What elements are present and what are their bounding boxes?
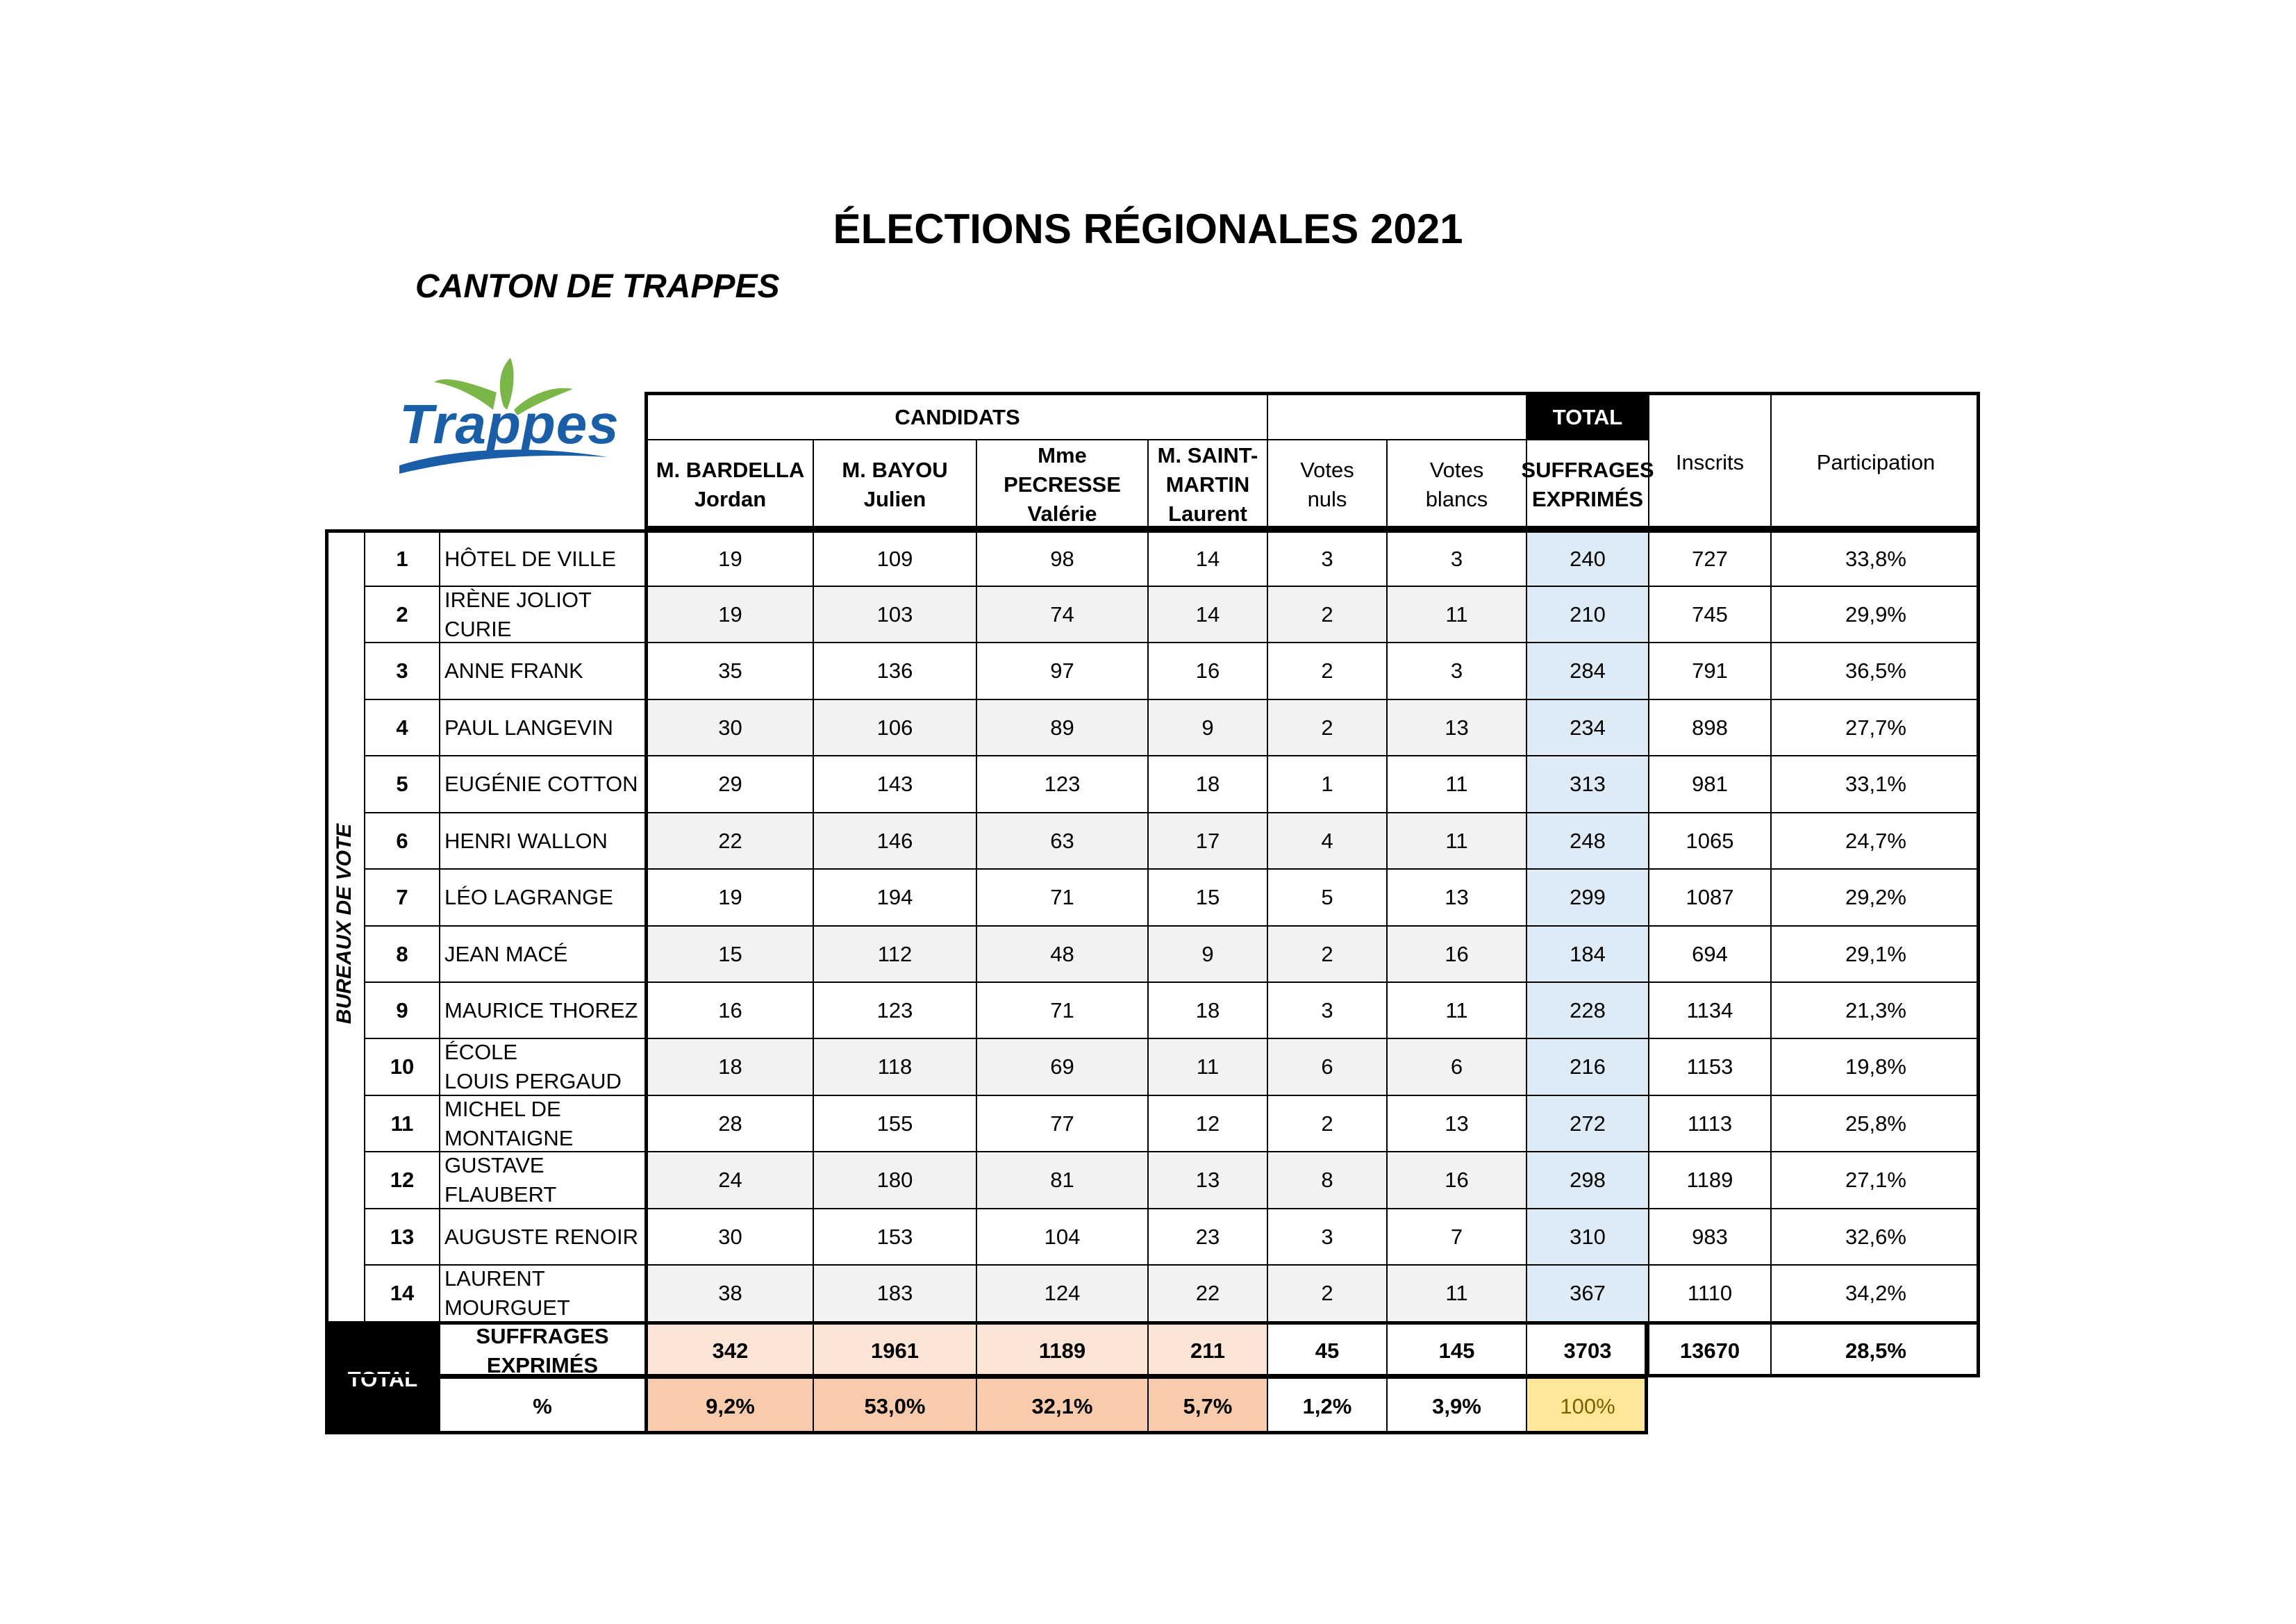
data-cell: 727: [1648, 529, 1770, 586]
bureau-name-line: MICHEL DE: [444, 1096, 561, 1121]
data-cell: 11: [1386, 981, 1526, 1038]
bureau-name: [439, 529, 644, 586]
total-pct-cell: 5,7%: [1147, 1377, 1267, 1434]
bureau-number: 2: [364, 586, 439, 642]
data-cell: 81: [976, 1151, 1147, 1208]
data-cell: 124: [976, 1264, 1147, 1321]
data-cell: 7: [1386, 1208, 1526, 1264]
header-total: TOTAL: [1526, 392, 1648, 439]
header-col-4-line: nuls: [1307, 487, 1347, 511]
bureau-name: [439, 1208, 644, 1264]
header-col-2-line: Mme PECRESSE: [1004, 443, 1121, 497]
data-cell: 13: [1386, 1095, 1526, 1151]
data-cell: 16: [1386, 1151, 1526, 1208]
data-cell: 6: [1267, 1038, 1386, 1095]
data-cell: 19: [644, 868, 813, 925]
data-cell: 13: [1147, 1151, 1267, 1208]
data-cell: 23: [1147, 1208, 1267, 1264]
data-cell: 3: [1386, 529, 1526, 586]
data-cell: 18: [644, 1038, 813, 1095]
data-cell: 36,5%: [1770, 642, 1980, 699]
bureau-name-line: MOURGUET: [444, 1295, 570, 1320]
data-cell: 29: [644, 755, 813, 812]
header-col-1: [813, 439, 976, 529]
bureau-number: 5: [364, 755, 439, 812]
data-cell: 284: [1526, 642, 1648, 699]
data-cell: 18: [1147, 981, 1267, 1038]
bureau-number: 14: [364, 1264, 439, 1321]
data-cell: 11: [1147, 1038, 1267, 1095]
total-suffrages-cell: 13670: [1648, 1321, 1770, 1377]
page-title: ÉLECTIONS RÉGIONALES 2021: [833, 206, 1463, 252]
bureau-name-line: MAURICE THOREZ: [444, 997, 638, 1022]
data-cell: 24: [644, 1151, 813, 1208]
bureau-name: [439, 925, 644, 981]
total-suffrages-cell: 1961: [813, 1321, 976, 1377]
total-suffrages-cell: 3703: [1526, 1321, 1648, 1377]
data-cell: 745: [1648, 586, 1770, 642]
data-cell: 234: [1526, 699, 1648, 755]
header-participation: Participation: [1770, 392, 1980, 529]
data-cell: 240: [1526, 529, 1648, 586]
data-cell: 3: [1267, 529, 1386, 586]
bureau-name: [439, 1264, 644, 1321]
data-cell: 63: [976, 812, 1147, 868]
data-cell: 2: [1267, 925, 1386, 981]
data-cell: 29,2%: [1770, 868, 1980, 925]
total-pct-cell: 100%: [1526, 1377, 1648, 1434]
data-cell: 109: [813, 529, 976, 586]
data-cell: 18: [1147, 755, 1267, 812]
data-cell: 15: [644, 925, 813, 981]
data-cell: 272: [1526, 1095, 1648, 1151]
data-cell: 248: [1526, 812, 1648, 868]
data-cell: 136: [813, 642, 976, 699]
data-cell: 1113: [1648, 1095, 1770, 1151]
page-subtitle: CANTON DE TRAPPES: [415, 268, 780, 305]
data-cell: 981: [1648, 755, 1770, 812]
total-suffrages-cell: 28,5%: [1770, 1321, 1980, 1377]
header-col-0-line: Jordan: [694, 487, 767, 511]
total-suffrages-label-line: EXPRIMÉS: [486, 1353, 599, 1377]
header-col-0: [644, 439, 813, 529]
data-cell: 14: [1147, 529, 1267, 586]
logo-wordmark: Trappes: [399, 393, 619, 455]
data-cell: 228: [1526, 981, 1648, 1038]
data-cell: 35: [644, 642, 813, 699]
data-cell: 106: [813, 699, 976, 755]
data-cell: 48: [976, 925, 1147, 981]
data-cell: 104: [976, 1208, 1147, 1264]
bureau-number: 8: [364, 925, 439, 981]
bureau-name-line: AUGUSTE RENOIR: [444, 1224, 639, 1249]
data-cell: 89: [976, 699, 1147, 755]
data-cell: 33,1%: [1770, 755, 1980, 812]
bureau-number: 1: [364, 529, 439, 586]
bureau-name-line: LÉO LAGRANGE: [444, 885, 613, 910]
header-col-3: [1147, 439, 1267, 529]
total-suffrages-cell: 342: [644, 1321, 813, 1377]
header-col-0-line: M. BARDELLA: [656, 458, 805, 483]
bureau-name-line: JEAN MACÉ: [444, 941, 568, 966]
header-col-3-line: Laurent: [1168, 501, 1247, 526]
data-cell: 33,8%: [1770, 529, 1980, 586]
bureau-name-line: ÉCOLE: [444, 1040, 518, 1065]
data-cell: 71: [976, 868, 1147, 925]
bureau-name-line: LAURENT: [444, 1266, 545, 1291]
header-col-1-line: Julien: [863, 487, 926, 511]
data-cell: 1: [1267, 755, 1386, 812]
data-cell: 155: [813, 1095, 976, 1151]
bureau-number: 10: [364, 1038, 439, 1095]
data-cell: 216: [1526, 1038, 1648, 1095]
data-cell: 1065: [1648, 812, 1770, 868]
data-cell: 1189: [1648, 1151, 1770, 1208]
total-suffrages-cell: 145: [1386, 1321, 1526, 1377]
side-label-text: BUREAUX DE VOTE: [333, 823, 356, 1025]
data-cell: 19: [644, 529, 813, 586]
bureau-name: [439, 1095, 644, 1151]
data-cell: 3: [1267, 981, 1386, 1038]
data-cell: 123: [813, 981, 976, 1038]
bureau-number: 13: [364, 1208, 439, 1264]
header-col-4-line: Votes: [1300, 458, 1354, 483]
data-cell: 9: [1147, 925, 1267, 981]
data-cell: 9: [1147, 699, 1267, 755]
data-cell: 2: [1267, 1095, 1386, 1151]
bureau-name: [439, 586, 644, 642]
data-cell: 310: [1526, 1208, 1648, 1264]
data-cell: 38: [644, 1264, 813, 1321]
data-cell: 1134: [1648, 981, 1770, 1038]
data-cell: 14: [1147, 586, 1267, 642]
total-suffrages-label: [439, 1321, 644, 1377]
bureau-name-line: HÔTEL DE VILLE: [444, 547, 616, 572]
bureau-name: [439, 868, 644, 925]
data-cell: 27,1%: [1770, 1151, 1980, 1208]
data-cell: 3: [1386, 642, 1526, 699]
data-cell: 25,8%: [1770, 1095, 1980, 1151]
bureau-number: 3: [364, 642, 439, 699]
data-cell: 103: [813, 586, 976, 642]
bureau-name-line: EUGÉNIE COTTON: [444, 772, 638, 797]
data-cell: 19,8%: [1770, 1038, 1980, 1095]
bureau-number: 4: [364, 699, 439, 755]
data-cell: 15: [1147, 868, 1267, 925]
total-suffrages-cell: 211: [1147, 1321, 1267, 1377]
total-pct-label: %: [439, 1377, 644, 1434]
header-col-6-line: EXPRIMÉS: [1531, 487, 1644, 511]
data-cell: 146: [813, 812, 976, 868]
bureau-name: [439, 699, 644, 755]
total-label: TOTAL: [325, 1321, 439, 1434]
data-cell: 8: [1267, 1151, 1386, 1208]
bureau-name: [439, 1151, 644, 1208]
bureau-number: 7: [364, 868, 439, 925]
bureau-name-line: ANNE FRANK: [444, 658, 583, 683]
data-cell: 194: [813, 868, 976, 925]
data-cell: 299: [1526, 868, 1648, 925]
header-col-6: [1521, 439, 1654, 529]
data-cell: 11: [1386, 812, 1526, 868]
data-cell: 123: [976, 755, 1147, 812]
data-cell: 1110: [1648, 1264, 1770, 1321]
data-cell: 71: [976, 981, 1147, 1038]
bureau-number: 9: [364, 981, 439, 1038]
trappes-logo: [392, 354, 622, 479]
data-cell: 112: [813, 925, 976, 981]
total-pct-cell: 3,9%: [1386, 1377, 1526, 1434]
header-col-6-line: SUFFRAGES: [1521, 458, 1654, 483]
data-cell: 29,9%: [1770, 586, 1980, 642]
header-col-5-line: blancs: [1425, 487, 1488, 511]
header-candidats: CANDIDATS: [644, 392, 1267, 439]
data-cell: 22: [1147, 1264, 1267, 1321]
data-cell: 2: [1267, 642, 1386, 699]
header-col-3-line: M. SAINT-MARTIN: [1157, 443, 1258, 497]
data-cell: 11: [1386, 586, 1526, 642]
bureau-name-line: GUSTAVE FLAUBERT: [444, 1153, 557, 1207]
data-cell: 143: [813, 755, 976, 812]
data-cell: 16: [1386, 925, 1526, 981]
total-suffrages-cell: 45: [1267, 1321, 1386, 1377]
data-cell: 2: [1267, 586, 1386, 642]
data-cell: 1087: [1648, 868, 1770, 925]
bureau-number: 12: [364, 1151, 439, 1208]
data-cell: 1153: [1648, 1038, 1770, 1095]
data-cell: 184: [1526, 925, 1648, 981]
bureau-name: [439, 755, 644, 812]
bureau-name-line: MONTAIGNE: [444, 1125, 574, 1150]
data-cell: 118: [813, 1038, 976, 1095]
data-cell: 30: [644, 1208, 813, 1264]
data-cell: 17: [1147, 812, 1267, 868]
bureau-name-line: LOUIS PERGAUD: [444, 1069, 622, 1093]
header-col-5-line: Votes: [1429, 458, 1484, 483]
data-cell: 21,3%: [1770, 981, 1980, 1038]
data-cell: 13: [1386, 699, 1526, 755]
data-cell: 180: [813, 1151, 976, 1208]
data-cell: 367: [1526, 1264, 1648, 1321]
data-cell: 69: [976, 1038, 1147, 1095]
data-cell: 19: [644, 586, 813, 642]
total-pct-cell: 9,2%: [644, 1377, 813, 1434]
data-cell: 98: [976, 529, 1147, 586]
bureau-name-line: IRÈNE JOLIOT CURIE: [444, 587, 592, 641]
bureaux-de-vote-label: [325, 528, 364, 1320]
data-cell: 2: [1267, 1264, 1386, 1321]
data-cell: 313: [1526, 755, 1648, 812]
header-votes-group: [1267, 392, 1526, 439]
data-cell: 11: [1386, 755, 1526, 812]
bureau-number: 11: [364, 1095, 439, 1151]
header-col-2-line: Valérie: [1027, 501, 1097, 526]
data-cell: 30: [644, 699, 813, 755]
total-pct-cell: 53,0%: [813, 1377, 976, 1434]
bureau-name: [439, 981, 644, 1038]
bureau-name: [439, 1038, 644, 1095]
data-cell: 16: [644, 981, 813, 1038]
data-cell: 898: [1648, 699, 1770, 755]
data-cell: 27,7%: [1770, 699, 1980, 755]
data-cell: 97: [976, 642, 1147, 699]
bureau-name: [439, 812, 644, 868]
header-col-1-line: M. BAYOU: [842, 458, 948, 483]
data-cell: 183: [813, 1264, 976, 1321]
data-cell: 791: [1648, 642, 1770, 699]
bureau-name: [439, 642, 644, 699]
data-cell: 29,1%: [1770, 925, 1980, 981]
data-cell: 74: [976, 586, 1147, 642]
header-col-2: [976, 439, 1147, 529]
data-cell: 32,6%: [1770, 1208, 1980, 1264]
data-cell: 210: [1526, 586, 1648, 642]
data-cell: 298: [1526, 1151, 1648, 1208]
data-cell: 4: [1267, 812, 1386, 868]
data-cell: 34,2%: [1770, 1264, 1980, 1321]
bureau-name-line: PAUL LANGEVIN: [444, 715, 613, 740]
data-cell: 3: [1267, 1208, 1386, 1264]
data-cell: 16: [1147, 642, 1267, 699]
header-inscrits: Inscrits: [1648, 392, 1770, 529]
data-cell: 5: [1267, 868, 1386, 925]
data-cell: 24,7%: [1770, 812, 1980, 868]
header-col-5: [1386, 439, 1526, 529]
data-cell: 6: [1386, 1038, 1526, 1095]
total-pct-cell: 32,1%: [976, 1377, 1147, 1434]
total-suffrages-cell: 1189: [976, 1321, 1147, 1377]
header-col-4: [1267, 439, 1386, 529]
data-cell: 11: [1386, 1264, 1526, 1321]
data-cell: 12: [1147, 1095, 1267, 1151]
total-suffrages-label-line: SUFFRAGES: [476, 1324, 609, 1349]
data-cell: 28: [644, 1095, 813, 1151]
data-cell: 13: [1386, 868, 1526, 925]
bureau-name-line: HENRI WALLON: [444, 828, 608, 853]
data-cell: 153: [813, 1208, 976, 1264]
bureau-number: 6: [364, 812, 439, 868]
data-cell: 22: [644, 812, 813, 868]
data-cell: 77: [976, 1095, 1147, 1151]
data-cell: 2: [1267, 699, 1386, 755]
data-cell: 983: [1648, 1208, 1770, 1264]
total-pct-cell: 1,2%: [1267, 1377, 1386, 1434]
data-cell: 694: [1648, 925, 1770, 981]
